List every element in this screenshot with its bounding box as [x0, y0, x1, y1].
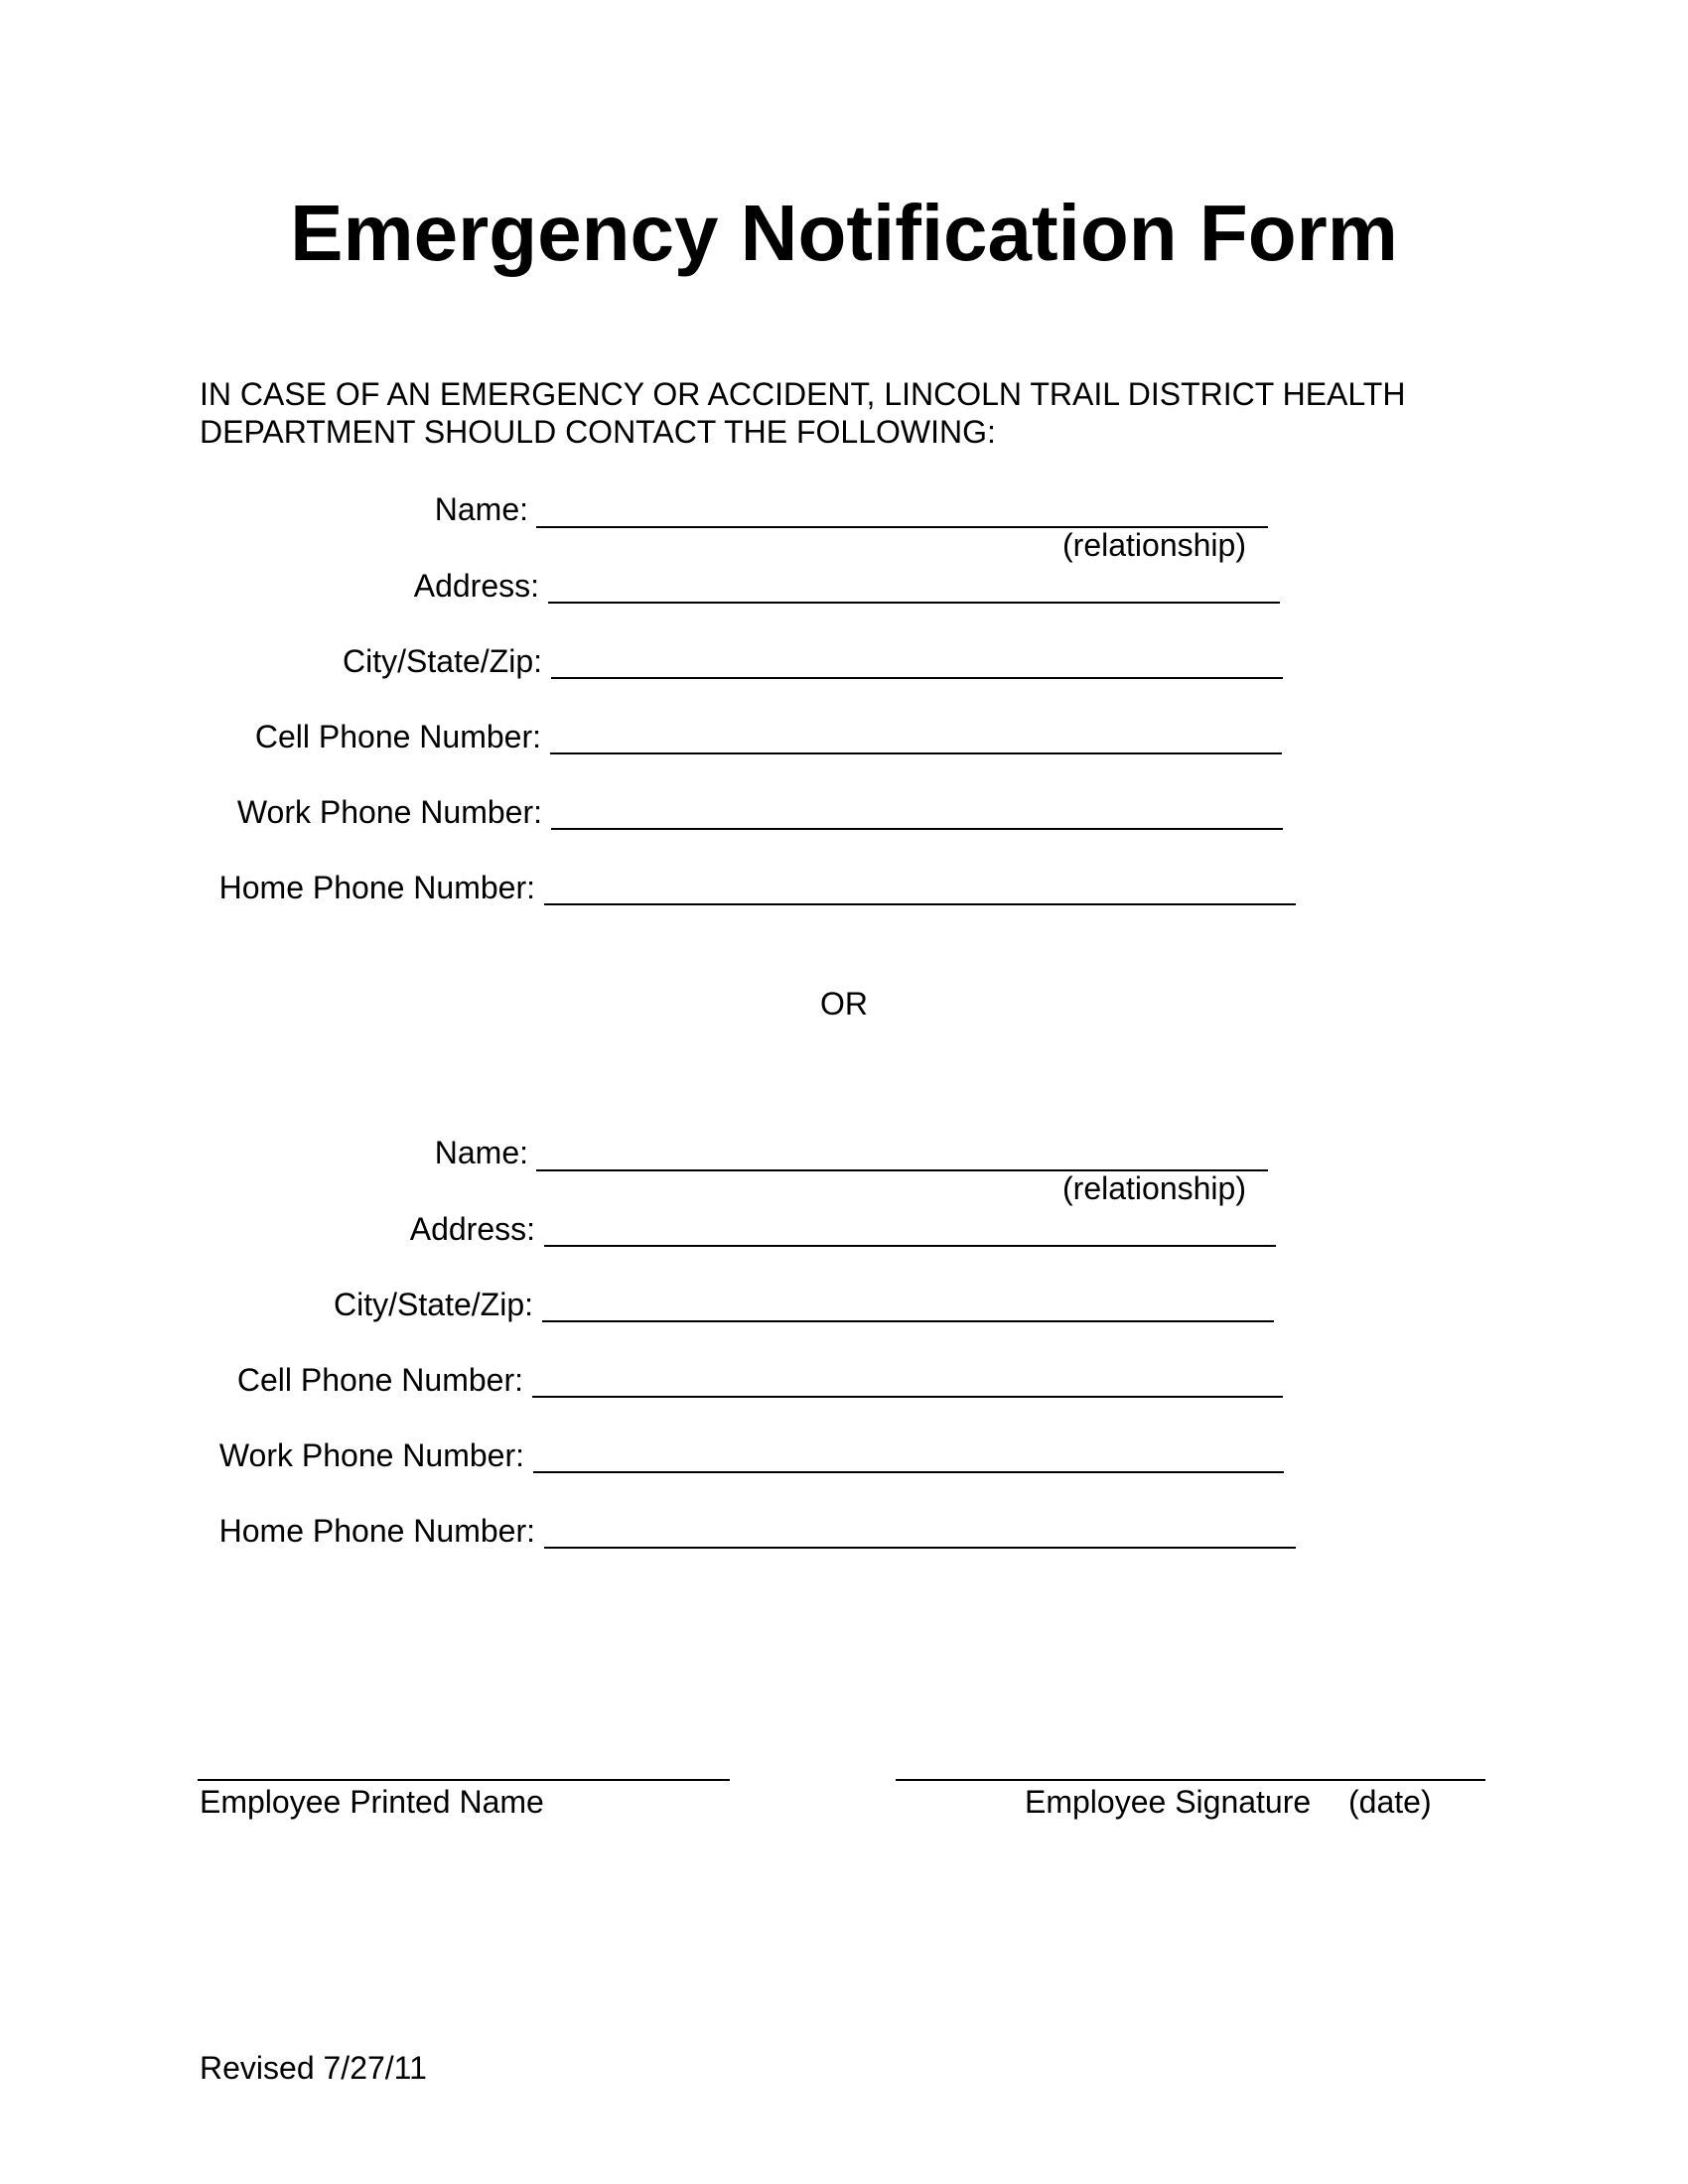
contact2-work-label-box: [0, 1431, 524, 1480]
contact1-cell-field[interactable]: [550, 752, 1282, 754]
contact1-home-field[interactable]: [544, 903, 1296, 905]
contact2-home-label: Home Phone Number:: [218, 1513, 535, 1549]
printed-name-label: Employee Printed Name: [200, 1784, 544, 1820]
contact1-work-label-box: [0, 787, 542, 837]
intro-text: [200, 375, 1510, 451]
signature-field[interactable]: [896, 1779, 1485, 1781]
contact2-address-label-box: [0, 1204, 535, 1254]
contact2-city-field[interactable]: [542, 1320, 1274, 1322]
contact1-city-label: City/State/Zip:: [343, 643, 542, 679]
contact2-home-field[interactable]: [544, 1547, 1296, 1549]
contact1-name-label: Name:: [434, 491, 528, 527]
contact2-work-label: Work Phone Number:: [218, 1437, 524, 1473]
page-title: Emergency Notification Form: [290, 189, 1398, 277]
contact1-cell-label: Cell Phone Number:: [254, 719, 541, 754]
printed-name-field[interactable]: [198, 1779, 730, 1781]
signature-label: Employee Signature: [1025, 1784, 1312, 1820]
contact2-city-label: City/State/Zip:: [334, 1287, 533, 1322]
intro-line-1: IN CASE OF AN EMERGENCY OR ACCIDENT, LINCOLN TRAIL DISTRICT HEALTH: [200, 376, 1406, 412]
contact2-name-label: Name:: [434, 1135, 528, 1170]
contact2-cell-label-box: [0, 1355, 523, 1405]
contact1-city-label-box: [0, 636, 542, 686]
contact1-work-label: Work Phone Number:: [236, 794, 542, 830]
contact1-relationship-label: (relationship): [1062, 527, 1246, 563]
contact2-address-field[interactable]: [544, 1245, 1276, 1247]
contact2-home-label-box: [0, 1506, 535, 1556]
contact1-cell-label-box: [0, 712, 541, 761]
date-label: (date): [1348, 1784, 1432, 1820]
contact1-address-label-box: [0, 561, 539, 611]
contact2-name-label-box: [0, 1128, 528, 1177]
revised-footer: Revised 7/27/11: [200, 2050, 427, 2086]
contact2-cell-field[interactable]: [532, 1396, 1283, 1398]
contact1-work-field[interactable]: [551, 828, 1283, 830]
contact2-address-label: Address:: [409, 1211, 535, 1247]
contact1-name-label-box: [0, 484, 528, 534]
contact1-address-field[interactable]: [548, 602, 1280, 604]
or-separator: OR: [820, 986, 868, 1022]
contact2-relationship-label: (relationship): [1062, 1170, 1246, 1206]
contact2-cell-label: Cell Phone Number:: [236, 1362, 523, 1398]
contact1-city-field[interactable]: [551, 677, 1283, 679]
contact2-city-label-box: [0, 1280, 533, 1329]
contact1-home-label-box: [0, 863, 535, 912]
contact2-work-field[interactable]: [533, 1471, 1284, 1473]
contact1-address-label: Address:: [413, 568, 539, 604]
intro-line-2: DEPARTMENT SHOULD CONTACT THE FOLLOWING:: [200, 414, 996, 450]
contact1-home-label: Home Phone Number:: [218, 870, 535, 905]
